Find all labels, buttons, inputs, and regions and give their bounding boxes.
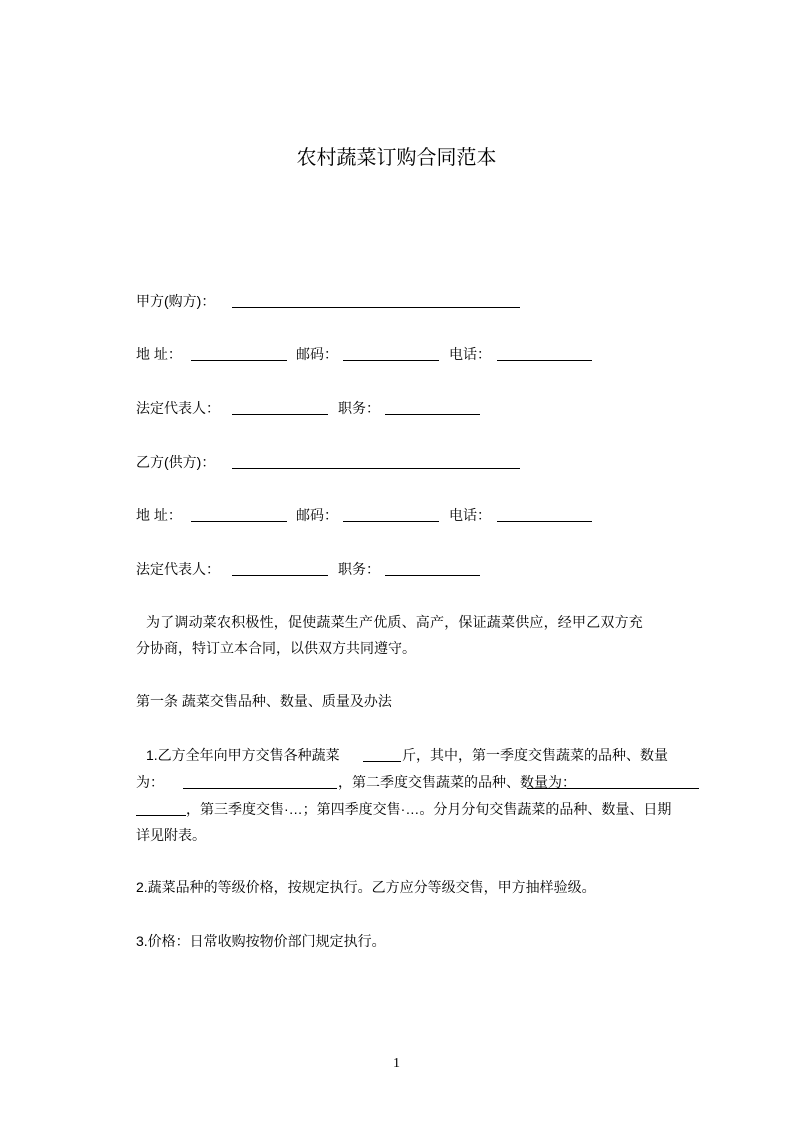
postcode-blank	[343, 360, 439, 361]
phone-blank	[497, 521, 592, 522]
intro-line: 为了调动菜农积极性，促使蔬菜生产优质、高产，保证蔬菜供应，经甲乙双方充	[146, 614, 643, 630]
phone-blank	[497, 360, 592, 361]
address-blank	[191, 360, 287, 361]
position-label: 职务：	[338, 400, 380, 416]
clause-text: 1.乙方全年向甲方交售各种蔬菜	[146, 747, 340, 763]
clause-text: ，第二季度交售蔬菜的品种、数量为：	[338, 774, 576, 790]
postcode-label: 邮码：	[296, 346, 338, 362]
quantity-blank	[363, 761, 401, 762]
document-title: 农村蔬菜订购合同范本	[296, 147, 497, 169]
phone-label: 电话：	[449, 346, 491, 362]
clause-text: 为：	[136, 774, 164, 790]
party-b-label: 乙方(供方)：	[136, 454, 216, 470]
rep-blank	[232, 575, 328, 576]
clause-3: 3.价格：日常收购按物价部门规定执行。	[136, 933, 386, 949]
q1-blank	[183, 788, 337, 789]
article-heading: 第一条 蔬菜交售品种、数量、质量及办法	[136, 693, 392, 709]
address-label: 地 址：	[136, 346, 182, 362]
intro-line: 分协商，特订立本合同，以供双方共同遵守。	[136, 640, 416, 656]
page-number: 1	[393, 1056, 400, 1071]
rep-blank	[232, 414, 328, 415]
address-blank	[191, 521, 287, 522]
address-label: 地 址：	[136, 507, 182, 523]
position-blank	[385, 575, 480, 576]
party-a-label: 甲方(购方)：	[136, 293, 216, 309]
clause-2: 2.蔬菜品种的等级价格，按规定执行。乙方应分等级交售，甲方抽样验级。	[136, 879, 596, 895]
rep-label: 法定代表人：	[136, 400, 220, 416]
postcode-blank	[343, 521, 439, 522]
q2-blank	[527, 788, 699, 789]
q2-blank-cont	[136, 815, 186, 816]
position-blank	[385, 414, 480, 415]
clause-text: 斤，其中，第一季度交售蔬菜的品种、数量	[402, 747, 668, 763]
position-label: 职务：	[338, 561, 380, 577]
party-a-blank	[232, 307, 520, 308]
postcode-label: 邮码：	[296, 507, 338, 523]
phone-label: 电话：	[449, 507, 491, 523]
clause-text: 详见附表。	[136, 827, 206, 843]
clause-text: ，第三季度交售·…；第四季度交售·…。分月分旬交售蔬菜的品种、数量、日期	[186, 801, 672, 817]
rep-label: 法定代表人：	[136, 561, 220, 577]
party-b-blank	[232, 468, 520, 469]
